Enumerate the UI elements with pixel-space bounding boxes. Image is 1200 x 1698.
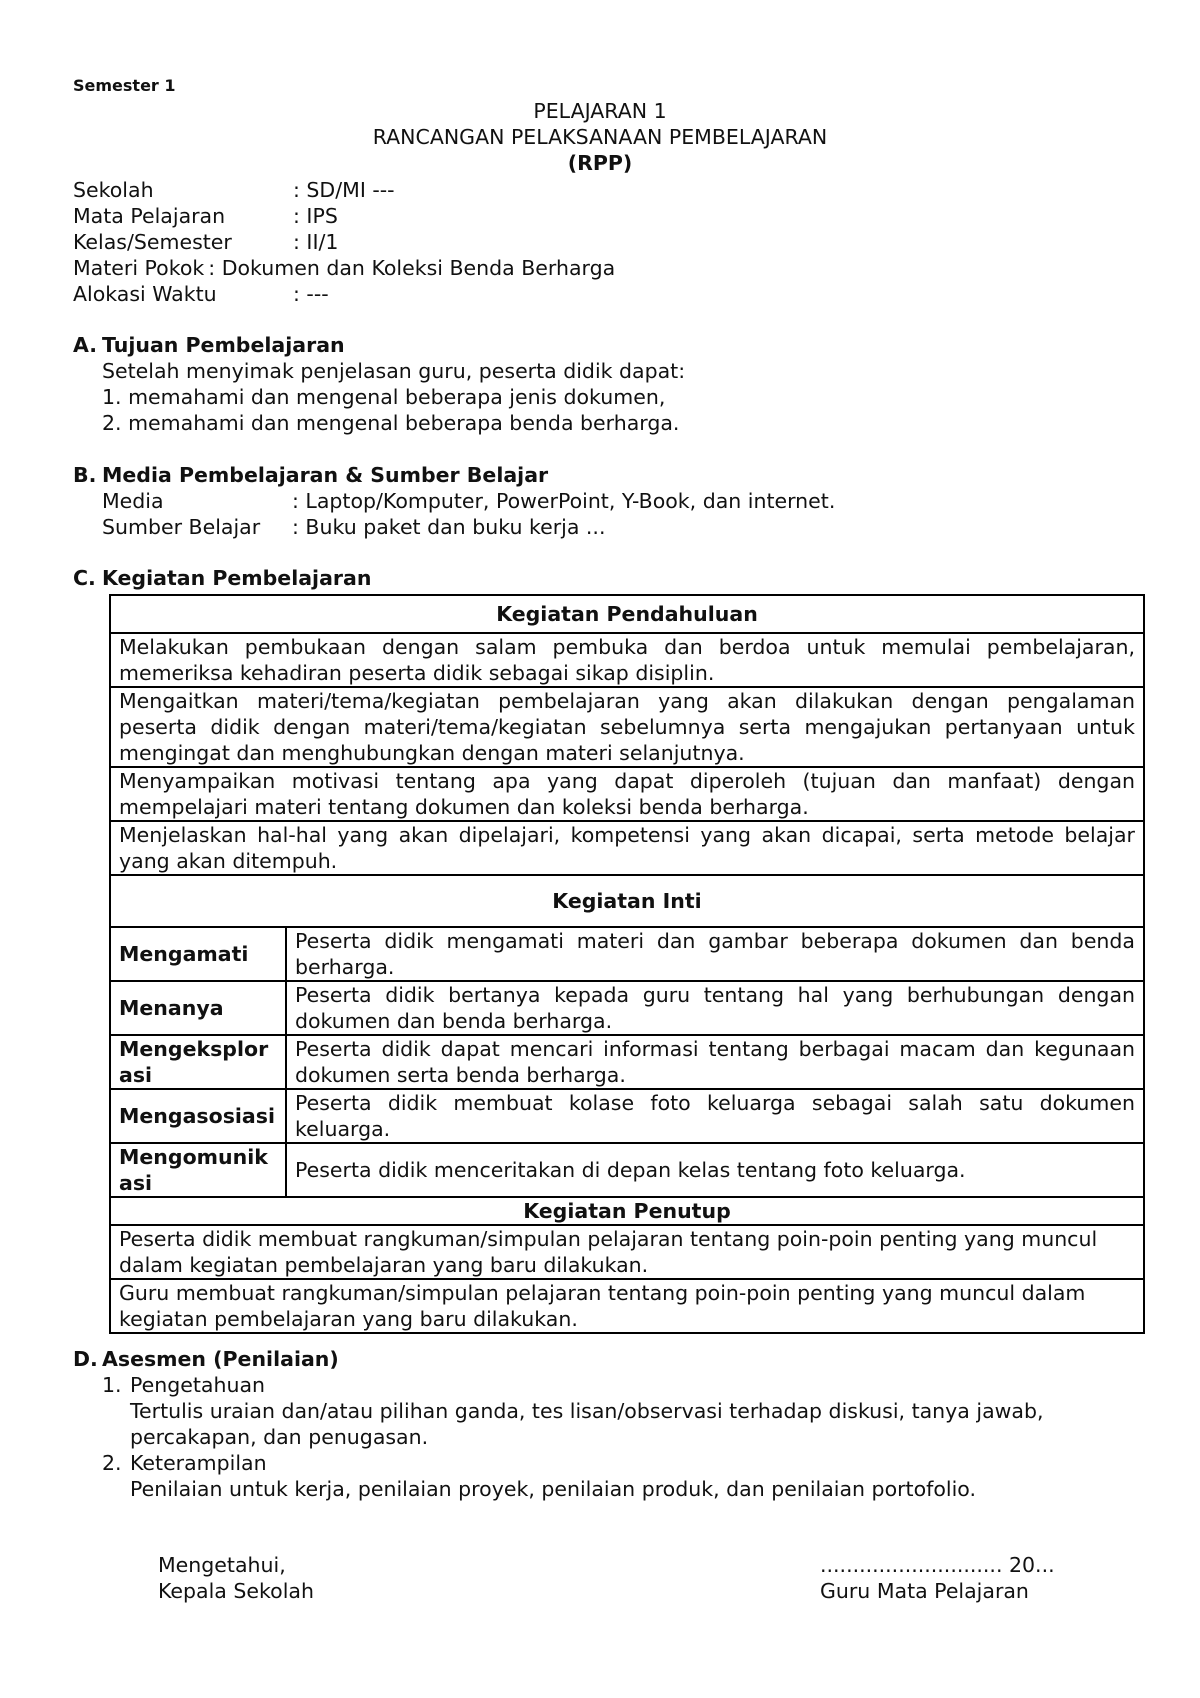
signature-right-line-1: ............................ 20... [820,1553,1055,1577]
signature-left [158,1552,314,1604]
inti-header: Kegiatan Inti [110,875,1144,927]
table-row: Mengaitkan materi/tema/kegiatan pembelajaran yang akan dilakukan dengan pengalaman peserta didik dengan materi/tema/kegiatan sebelumnya serta mengajukan pertanyaan untuk mengingat dan menghubungkan dengan materi selanjutnya. [110,687,1144,767]
inti-desc: Peserta didik dapat mencari informasi tentang berbagai macam dan kegunaan dokumen serta benda berharga. [286,1035,1144,1089]
semester-label: Semester 1 [73,76,176,95]
inti-desc: Peserta didik bertanya kepada guru tentang hal yang berhubungan dengan dokumen dan benda berharga. [286,981,1144,1035]
identity-value: : --- [293,282,329,306]
inti-step: Mengamati [110,927,286,981]
pendahuluan-header: Kegiatan Pendahuluan [110,595,1144,633]
section-a-intro: Setelah menyimak penjelasan guru, peserta didik dapat: [102,359,686,383]
list-item: 2. memahami dan mengenal beberapa benda berharga. [102,411,680,435]
identity-row [73,177,615,203]
identity-block [73,177,615,307]
section-letter: C. [73,566,96,590]
media-value: : Laptop/Komputer, PowerPoint, Y-Book, dan internet. [292,489,836,513]
sumber-row [73,514,835,540]
table-row: Menjelaskan hal-hal yang akan dipelajari, kompetensi yang akan dicapai, serta metode belajar yang akan ditempuh. [110,821,1144,875]
table-row [110,927,1144,981]
identity-label: Alokasi Waktu [73,282,217,306]
section-title: Asesmen (Penilaian) [102,1347,339,1371]
item-title: Pengetahuan [130,1373,266,1397]
media-row [73,488,835,514]
identity-label: Kelas/Semester [73,230,232,254]
list-item: 1. memahami dan mengenal beberapa jenis dokumen, [102,385,666,409]
table-row [110,1035,1144,1089]
section-a [73,332,685,436]
signature-right-line-2: Guru Mata Pelajaran [820,1579,1029,1603]
section-b [73,462,835,540]
identity-row [73,281,615,307]
table-row [110,981,1144,1035]
table-row [110,1089,1144,1143]
table-row: Guru membuat rangkuman/simpulan pelajaran tentang poin-poin penting yang muncul dalam kegiatan pembelajaran yang baru dilakukan. [110,1279,1144,1333]
section-b-heading [73,462,835,488]
section-letter: A. [73,333,98,357]
item-desc: Penilaian untuk kerja, penilaian proyek, penilaian produk, dan penilaian portofolio. [130,1477,976,1501]
identity-value: : II/1 [293,230,339,254]
media-label: Media [102,489,164,513]
signature-left-line-1: Mengetahui, [158,1553,286,1577]
signature-right [820,1552,1055,1604]
inti-step: Mengomunikasi [110,1143,286,1197]
section-a-heading [73,332,685,358]
inti-step: Menanya [110,981,286,1035]
inti-desc: Peserta didik menceritakan di depan kelas tentang foto keluarga. [286,1143,1144,1197]
inti-desc: Peserta didik membuat kolase foto keluarga sebagai salah satu dokumen keluarga. [286,1089,1144,1143]
identity-value: : SD/MI --- [293,178,395,202]
item-number: 2. [102,1451,122,1475]
table-row: Melakukan pembukaan dengan salam pembuka dan berdoa untuk memulai pembelajaran, memeriksa kehadiran peserta didik sebagai sikap disiplin. [110,633,1144,687]
section-d-heading [73,1346,1130,1372]
identity-value: : Dokumen dan Koleksi Benda Berharga [208,256,616,280]
identity-row [73,255,615,281]
kegiatan-table [109,594,1145,1334]
inti-step: Mengeksplorasi [110,1035,286,1089]
sumber-value: : Buku paket dan buku kerja ... [292,515,606,539]
list-item [73,1372,1130,1398]
item-number: 1. [102,1373,122,1397]
title-line-2: RANCANGAN PELAKSANAAN PEMBELAJARAN [372,125,828,149]
section-d [73,1346,1130,1502]
signature-left-line-2: Kepala Sekolah [158,1579,314,1603]
table-row: Peserta didik membuat rangkuman/simpulan pelajaran tentang poin-poin penting yang muncul dalam kegiatan pembelajaran yang baru dilakukan. [110,1225,1144,1279]
section-letter: D. [73,1347,98,1371]
inti-desc: Peserta didik mengamati materi dan gambar beberapa dokumen dan benda berharga. [286,927,1144,981]
identity-row [73,203,615,229]
section-title: Media Pembelajaran & Sumber Belajar [102,463,549,487]
list-item [73,1450,1130,1476]
sumber-label: Sumber Belajar [102,515,261,539]
identity-label: Materi Pokok [73,256,205,280]
section-title: Kegiatan Pembelajaran [102,566,372,590]
section-letter: B. [73,463,97,487]
title-line-3: (RPP) [567,151,633,175]
item-title: Keterampilan [130,1451,267,1475]
table-row: Menyampaikan motivasi tentang apa yang dapat diperoleh (tujuan dan manfaat) dengan mempelajari materi tentang dokumen dan koleksi benda berharga. [110,767,1144,821]
document-title [0,98,1200,176]
item-desc: Tertulis uraian dan/atau pilihan ganda, tes lisan/observasi terhadap diskusi, tanya jawab, percakapan, dan penugasan. [130,1399,1044,1449]
title-line-1: PELAJARAN 1 [533,99,667,123]
identity-label: Mata Pelajaran [73,204,226,228]
identity-value: : IPS [293,204,338,228]
penutup-header: Kegiatan Penutup [110,1197,1144,1225]
section-title: Tujuan Pembelajaran [102,333,345,357]
section-c-heading [73,565,371,591]
identity-label: Sekolah [73,178,154,202]
section-c [73,565,371,591]
identity-row [73,229,615,255]
table-row [110,1143,1144,1197]
inti-step: Mengasosiasi [110,1089,286,1143]
